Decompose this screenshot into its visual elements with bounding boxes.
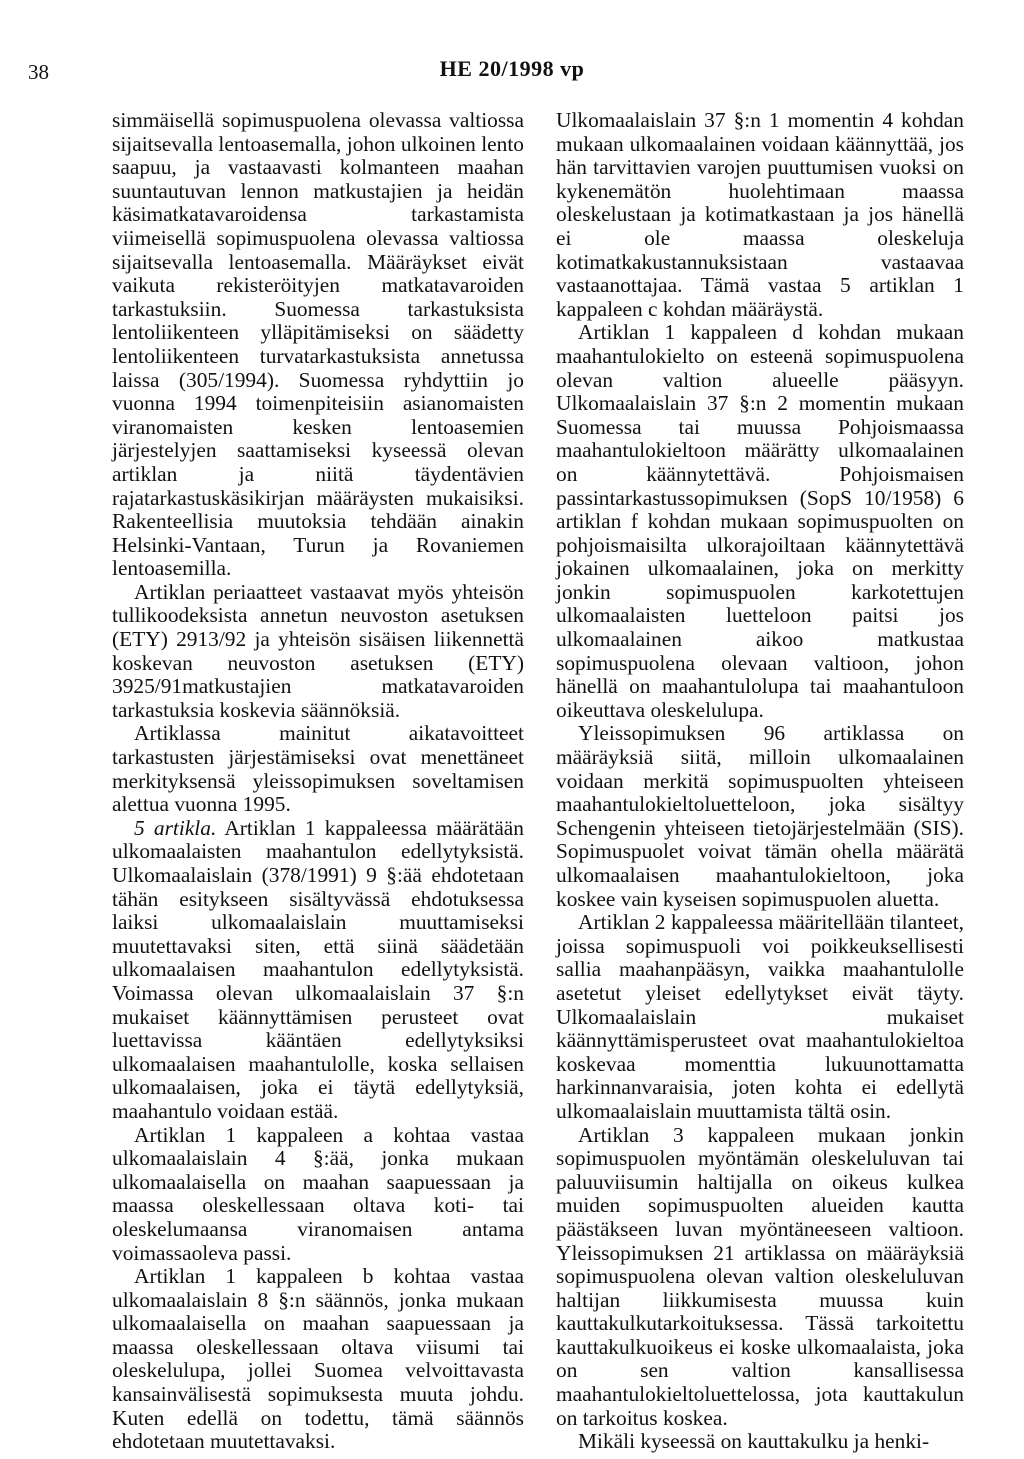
paragraph: Mikäli kyseessä on kauttakulku ja henki- bbox=[578, 1429, 930, 1454]
page-number: 38 bbox=[28, 60, 49, 84]
paragraph: Artiklan periaatteet vastaavat myös yhteisön tullikoodeksista annetun neuvoston asetuksen (ETY) 2913/92 ja yhteisön sisäisen liikennettä koskevan neuvoston asetuksen (ETY) 3925/91matkustajien matkatavaroiden tarkastuksia koskevia säännöksiä. bbox=[112, 579, 524, 722]
paragraph: Yleissopimuksen 96 artiklassa on määräyksiä siitä, milloin ulkomaalainen voidaan merkitä sopimuspuolten yhteiseen maahantulokieltoluetteloon, joka sisältyy Schengenin yhteiseen tietojärjestelmään (SIS). Sopimuspuolet voivat tämän ohella määrätä ulkomaalaisen maahantulokieltoon, joka koskee vain kyseisen sopimuspuolen aluetta. bbox=[556, 721, 964, 911]
paragraph: Ulkomaalaislain 37 §:n 1 momentin 4 kohdan mukaan ulkomaalainen voidaan käännyttää, jos hän tarvittavien varojen puuttumisen vuoksi on kykenemätön huolehtimaan maassa oleskelustaan ja kotimatkastaan ja jos hänellä ei ole maassa oleskeluja kotimatkakustannuksistaan vastaavaa vastaanottajaa. Tämä vastaa 5 artiklan 1 kappaleen c kohdan määräystä. bbox=[556, 108, 964, 321]
paragraph: Artiklassa mainitut aikatavoitteet tarkastusten järjestämiseksi ovat menettäneet merkityksensä yleissopimuksen soveltamisen alettua vuonna 1995. bbox=[112, 721, 524, 817]
running-title: HE 20/1998 vp bbox=[439, 56, 585, 81]
paragraph-text: Artiklan 1 kappaleessa määrätään ulkomaalaisten maahantulon edellytyksistä. Ulkomaalaislain (378/1991) 9 §:ää ehdotetaan tähän esitykseen sisältyvässä ehdotuksessa laiksi ulkomaalaislain muuttamiseksi muutettavaksi siten, että siinä säädetään ulkomaalaisen maahantulon edellytyksistä. Voimassa olevan ulkomaalaislain 37 §:n mukaiset käännyttämisen perusteet ovat luettavissa kääntäen edellytyksiksi ulkomaalaisen maahantulolle, koska sellaisen ulkomaalaisen, joka ei täytä edellytyksiä, maahantulo voidaan estää. bbox=[112, 815, 524, 1123]
paragraph: Artiklan 2 kappaleessa määritellään tilanteet, joissa sopimuspuoli voi poikkeuksellisesti sallia maahanpääsyn, vaikka maahantulolle asetetut yleiset edellytykset eivät täyty. Ulkomaalaislain mukaiset käännyttämisperusteet ovat maahantulokieltoa koskevaa momenttia lukuunottamatta harkinnanvaraisia, joten kohta ei edellytä ulkomaalaislain muuttamista tältä osin. bbox=[556, 910, 964, 1123]
paragraph: Artiklan 1 kappaleen d kohdan mukaan maahantulokielto on esteenä sopimuspuolena olevan valtion alueelle pääsyyn. Ulkomaalaislain 37 §:n 2 momentin mukaan Suomessa tai muussa Pohjoismaassa maahantulokieltoon määrätty ulkomaalainen on käännytettävä. Pohjoismaisen passintarkastussopimuksen (SopS 10/1958) 6 artiklan f kohdan mukaan sopimuspuolten on pohjoismaisilta ulkorajoiltaan käännytettävä jokainen ulkomaalainen, joka on merkitty jonkin sopimuspuolen karkotettujen ulkomaalaisten luetteloon paitsi jos ulkomaalainen aikoo matkustaa sopimuspuolena olevaan valtioon, johon hänellä on maahantulolupa tai maahantuloon oikeuttava oleskelulupa. bbox=[556, 320, 964, 722]
paragraph: Artiklan 1 kappaleen a kohtaa vastaa ulkomaalaislain 4 §:ää, jonka mukaan ulkomaalaisella on maahan saapuessaan ja maassa oleskellessaan oltava koti- tai oleskelumaansa viranomaisen antama voimassaoleva passi. bbox=[112, 1122, 524, 1265]
paragraph: simmäisellä sopimuspuolena olevassa valtiossa sijaitsevalla lentoasemalla, johon ulkoinen lento saapuu, ja vastaavasti kolmanteen maahan suuntautuvan lennon matkustajien ja heidän käsimatkatavaroidensa tarkastamista viimeisellä sopimuspuolena olevassa valtiossa sijaitsevalla lentoasemalla. Määräykset eivät vaikuta rekisteröityjen matkatavaroiden tarkastuksiin. Suomessa tarkastuksista lentoliikenteen ylläpitämiseksi on säädetty lentoliikenteen turvatarkastuksista annetussa laissa (305/1994). Suomessa ryhdyttiin jo vuonna 1994 toimenpiteisiin asianomaisten viranomaisten kesken lentoasemien järjestelyjen saattamiseksi kyseessä olevan artiklan ja niitä täydentävien rajatarkastuskäsikirjan määräysten mukaisiksi. Rakenteellisia muutoksia tehdään ainakin Helsinki-Vantaan, Turun ja Rovaniemen lentoasemilla. bbox=[112, 108, 524, 581]
left-column bbox=[112, 109, 524, 1454]
right-column bbox=[556, 109, 964, 1454]
paragraph: Artiklan 3 kappaleen mukaan jonkin sopimuspuolen myöntämän oleskeluluvan tai paluuviisumin haltijalla on oikeus kulkea muiden sopimuspuolten alueiden kautta päästäkseen luvan myöntäneeseen valtioon. Yleissopimuksen 21 artiklassa on määräyksiä sopimuspuolena olevan valtion oleskeluluvan haltijan liikkumisesta muussa kuin kauttakulkutarkoituksessa. Tässä tarkoitettu kauttakulkuoikeus ei koske ulkomaalaista, joka on sen valtion kansallisessa maahantulokieltoluettelossa, jota kauttakulun on tarkoitus koskea. bbox=[556, 1122, 964, 1430]
article-label: 5 artikla. bbox=[134, 815, 217, 840]
paragraph: Artiklan 1 kappaleen b kohtaa vastaa ulkomaalaislain 8 §:n säännös, jonka mukaan ulkomaalaisella on maahan saapuessaan ja maassa oleskellessaan oltava viisumi tai oleskelulupa, jollei Suomea velvoittavasta kansainvälisestä sopimuksesta muuta johdu. Kuten edellä on todettu, tämä säännös ehdotetaan muutettavaksi. bbox=[112, 1264, 524, 1454]
paragraph-article-5 bbox=[112, 817, 524, 1124]
